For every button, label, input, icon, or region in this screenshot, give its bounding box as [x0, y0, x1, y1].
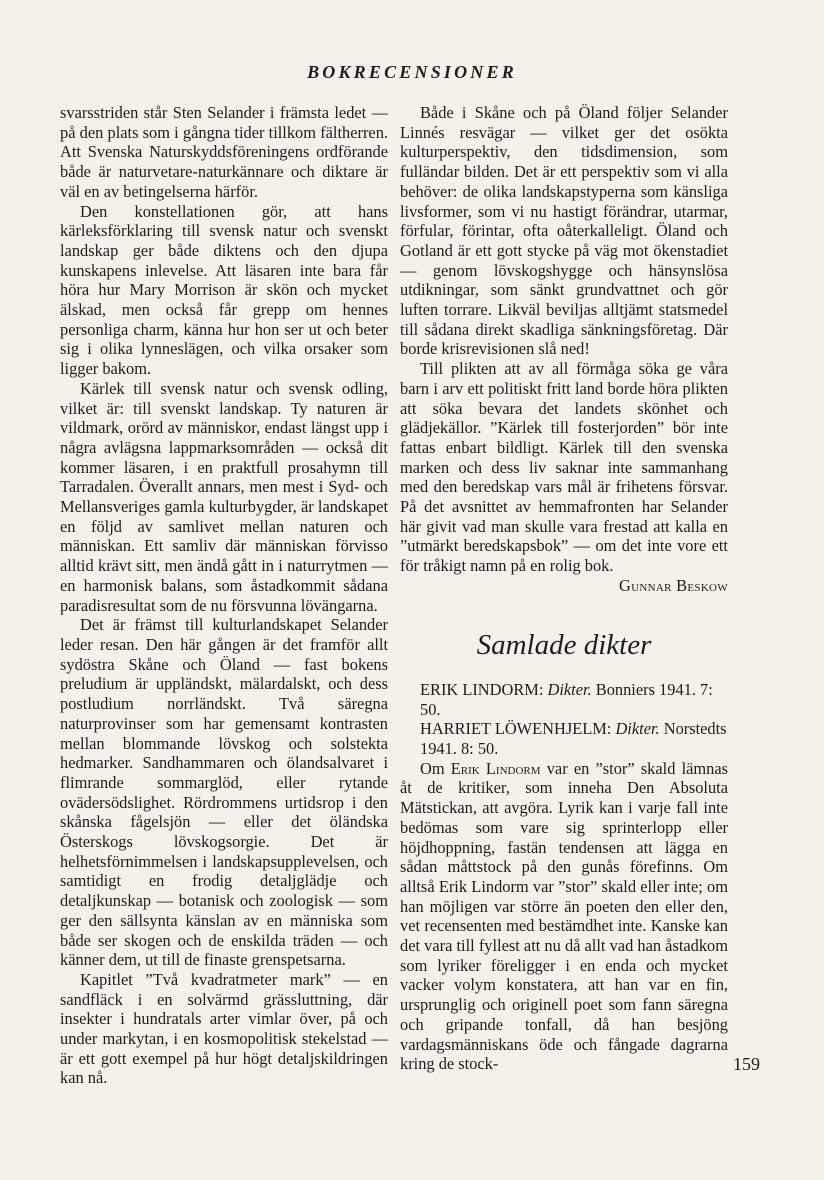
- paragraph: Den konstellationen gör, att hans kärleksförklaring till svensk natur och svenskt landskap ger både diktens och den djupa kunskapens inlevelse. Att läsaren inte bara får höra hur Mary Morrison är skön och mycket älskad, men också får grepp om hennes personliga charm, känna hur hon ser ut och beter sig i olika lynneslägen, och vilka orsaker som ligger bakom.: [60, 201, 388, 379]
- bib-author: ERIK LINDORM:: [420, 679, 544, 699]
- page-number: 159: [733, 1054, 760, 1074]
- paragraph-text: Till plikten att av all förmåga söka ge våra barn i arv ett politiskt fritt land borde höra plikten att söka bevara det landets skönhet och glädjekällor. ”Kärlek till fosterjorden” bör inte fattas enbart bildligt. Kärlek till den svenska marken och dess liv saknar inte sammanhang med den beredskap vars mål är frihetens försvar. På det avsnittet av hemmafronten har Selander här givit vad man skulle vara frestad att kalla en ”utmärkt beredskapsbok” — om det inte vore ett för tråkigt namn på en rolig bok.: [400, 359, 728, 576]
- lead-in: Om: [420, 758, 445, 778]
- bib-title: Dikter.: [615, 719, 660, 739]
- paragraph: Både i Skåne och på Öland följer Selander Linnés resvägar — vilket ger det osökta kulturperspektiv, den tidsdimension, som fulländar bilden. Det är ett perspektiv som vi alla behöver: de olika landskapstyperna som känsliga livsformer, som vi nu hastigt förändrar, utarmar, förfular, förintar, ofta oåterkalleligt. Öland och Gotland är ett gott stycke på väg mot ökenstadiet — genom lövskogshygge och hänsynslösa utdikningar, som sänkt grundvattnet och gör luften torrare. Likväl beviljas alltjämt statsmedel till sådana direkt skadliga sänkningsföretag. Där borde krisrevisionen slå ned!: [400, 103, 728, 359]
- right-column: [400, 103, 728, 1074]
- running-head: BOKRECENSIONER: [307, 62, 517, 82]
- bibliography-entry: [400, 680, 728, 719]
- paragraph: [400, 359, 728, 595]
- bib-details: Norstedts 1941. 8: 50.: [420, 719, 727, 758]
- bib-title: Dikter.: [547, 679, 592, 699]
- author-name: Erik Lindorm: [450, 758, 541, 778]
- bibliography-entry: [400, 719, 728, 758]
- paragraph: Det är främst till kulturlandskapet Selander leder resan. Den här gången är det framför allt sydöstra Skåne och Öland — fast bokens preludium är uppländskt, mälardalskt, och dess postludium norrländskt. Två säregna naturprovinser som har gemensamt kontrasten mellan blommande lövskog och solstekta hedmarker. Sandhammaren och ölandsalvaret i flimrande sommarglöd, eller rytande ovädersödslighet. Rördrommens urtidsrop i den skånska fågelsjön — eller det öländska Österskogs lövskogsorgie. Det är helhetsförnimmelsen i landskapsupplevelsen, och samtidigt en frodig detaljglädje och detaljkunskap — botanisk och zoologisk — som ger den sällsynta känslan av en människa som både ser skogen och de enskilda träden — och känner dem, ut till de finaste grenspetsarna.: [60, 615, 388, 970]
- left-column: [60, 103, 388, 1088]
- bib-details: Bonniers 1941. 7: 50.: [420, 679, 713, 719]
- paragraph: Kapitlet ”Två kvadratmeter mark” — en sandfläck i en solvärmd grässluttning, där insekter i hundratals arter vimlar över, på och under markytan, i en kosmopolitisk stekelstad — är ett gott exempel på hur högt detaljskildringen kan nå.: [60, 969, 388, 1088]
- paragraph: svarsstriden står Sten Selander i främsta ledet — på den plats som i gångna tider tillkom fältherren. Att Svenska Naturskyddsföreningens ordförande både är naturvetare-naturkännare och diktare är väl en av betingelserna härför.: [60, 103, 388, 201]
- reviewer-signature: Gunnar Beskow: [619, 575, 728, 595]
- bib-author: HARRIET LÖWENHJELM:: [420, 719, 612, 739]
- section-title: Samlade dikter: [476, 628, 652, 661]
- review-body: [400, 759, 728, 1074]
- paragraph: Kärlek till svensk natur och svensk odling, vilket är: till svenskt landskap. Ty naturen är vildmark, orörd av människor, endast längst upp i några avlägsna lappmarksområden — också dit kommer läsaren, i en praktfull prosahymn till Tarradalen. Överallt annars, men mest i Syd- och Mellansveriges gamla kulturbygder, är landskapet en följd av samlivet mellan naturen och människan. Ett samliv där människan förvisso alltid krävt sitt, men ändå gått in i naturrytmen — en harmonisk balans, som åstadkommit sådana paradisresultat som de nu försvunna lövängarna.: [60, 378, 388, 615]
- review-text: var en ”stor” skald lämnas åt de kritiker, som inneha Den Absoluta Mätstickan, att avgöra. Lyrik kan i varje fall inte bedömas som vare sig sprinterlopp eller höjdhoppning, fastän tendensen att lägga en sådan måttstock på den gunås förefinns. Om alltså Erik Lindorm var ”stor” skald eller inte; om han möjligen var större än poeten den eller den, vet recensenten med bestämdhet inte. Kanske kan det vara till fyllest att nu då allt vad han åstadkom som lyriker föreligger i en enda och mycket vacker volym konstatera, att han var en fin, ursprunglig och originell poet som fann säregna och gripande tonfall, då han besjöng vardagsmänniskans öde och fångade dagrarna kring de stock-: [400, 758, 728, 1074]
